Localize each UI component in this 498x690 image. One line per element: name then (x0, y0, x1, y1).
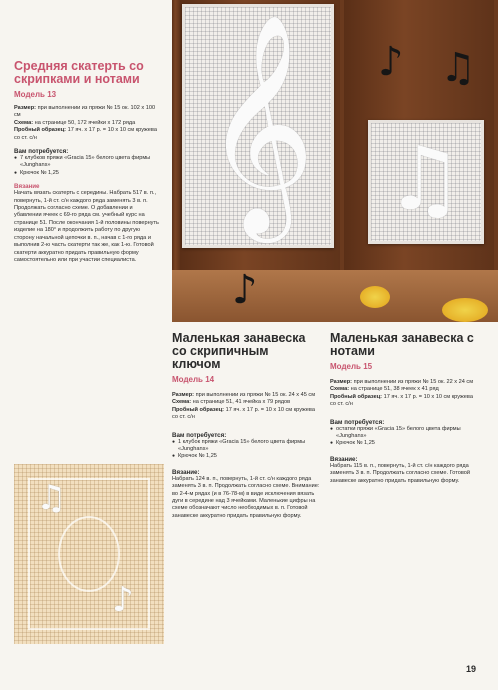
article-title-14: Маленькая занавеска со скрипичным ключом (172, 331, 306, 371)
scheme-label: Схема: (330, 386, 350, 393)
knitting-heading: Вязание: (172, 468, 200, 476)
model-label-15: Модель 15 (330, 362, 373, 371)
article-title-13: Средняя скатерть со скрипками и нотами (14, 59, 144, 86)
scheme-text: на странице 50, 172 ячейки х 172 ряда (34, 119, 136, 126)
size-text: при выполнении из пряжи № 15 ок. 102 х 100 см (14, 105, 156, 119)
size-text: при выполнении из пряжи № 15 ок. 24 х 45 см (195, 392, 316, 398)
size-line (14, 105, 160, 120)
music-notes-curtain (368, 120, 484, 244)
music-note-icon: ♪ (378, 39, 404, 85)
photo-curtains (172, 0, 498, 322)
music-note-icon: ♫ (385, 127, 464, 230)
sample-text: 17 яч. х 17 р. = 10 х 10 см кружева со ст. с/н (14, 127, 157, 141)
knitting-text: Набрать 115 в. п., повернуть, 1-й ст. с/н каждого ряда заменять 3 в. п. Продолжать согласно схеме. Готовой занавеске аккуратно придать правильную форму. (330, 462, 470, 484)
scheme-label: Схема: (172, 399, 192, 406)
left-article (14, 60, 160, 264)
materials-item: ● Крючок № 1,25 (330, 440, 480, 447)
music-note-icon: ♪ (232, 267, 258, 313)
knitting-heading: Вязание: (330, 455, 358, 463)
scheme-text: на странице 51, 38 ячеек х 41 ряд (350, 386, 439, 393)
music-note-icon: ♫ (440, 45, 476, 91)
sample-text: 17 яч. х 17 р. = 10 х 10 см кружева со ст. с/н (330, 393, 473, 408)
materials-heading: Вам потребуется: (330, 418, 385, 426)
sample-line (330, 394, 480, 409)
right-article (330, 332, 480, 485)
shutter-panel (172, 0, 180, 270)
materials-item: ● Крючок № 1,25 (172, 453, 320, 460)
size-line (330, 379, 480, 386)
sample-text: 17 яч. х 17 р. = 10 х 10 см кружева со ст. с/н (172, 406, 315, 421)
music-note-icon: ♫ (36, 478, 67, 518)
sample-label: Пробный образец: (172, 406, 225, 413)
article-title-15: Маленькая занавеска с нотами (330, 331, 474, 358)
materials-item: ● 1 клубок пряжи «Gracia 15» белого цвета фирмы «Junghans» (172, 439, 320, 454)
materials-item: ● остатки пряжи «Gracia 15» белого цвета фирмы «Junghans» (330, 426, 480, 441)
model-label-13: Модель 13 (14, 90, 57, 99)
scheme-label: Схема: (14, 119, 34, 126)
scheme-text: на странице 51, 41 ячейка х 79 рядов (192, 399, 291, 406)
flower-decoration (360, 286, 390, 308)
sample-line (14, 127, 160, 142)
materials-item: ● 7 клубков пряжи «Gracia 15» белого цвета фирмы «Junghans» (14, 155, 160, 170)
materials-item: ● Крючок № 1,25 (14, 170, 160, 177)
scheme-line (172, 399, 320, 406)
size-label: Размер: (330, 379, 353, 385)
scheme-line (330, 386, 480, 393)
sample-label: Пробный образец: (330, 393, 383, 400)
middle-article (172, 332, 320, 520)
knitting-text: Набрать 124 в. п., повернуть, 1-й ст. с/н каждого ряда заменять 3 в. п. Продолжать согласно схеме. Внимание: во 2-4-м рядах (и в 76-78-м) в виде исключения вязать дуги в середине над 3 ячейками. Маленькие цифры на схеме обозначают число необходимых в. п. Готовой занавеске аккуратно придать правильную форму. (172, 475, 320, 519)
music-note-icon: ♪ (112, 580, 134, 620)
treble-clef-curtain (182, 4, 334, 248)
materials-heading: Вам потребуется: (14, 148, 69, 156)
knitting-heading: Вязание (14, 183, 40, 191)
model-label-14: Модель 14 (172, 375, 215, 384)
sample-label: Пробный образец: (14, 127, 67, 134)
size-label: Размер: (14, 105, 37, 111)
lace-medallion (58, 516, 120, 592)
knitting-text: Начать вязать скатерть с середины. Набрать 517 в. п., повернуть, 1-й ст. с/н каждого ряда заменять 3 в. п. Продолжать согласно схеме. О добавлении и убавлении ячеек с 69-го ряда см. учебный курс на странице 51. После окончания 1-й половины повернуть изделие на 180° и продолжить работу по другую сторону начальной цепочки в. п., начав с 1-го ряда и выполнив 2-ю часть скатерти так же, как 1-ю. Готовой скатерти аккуратно придать правильную форму самостоятельно или при участии специалиста. (14, 190, 159, 263)
treble-clef-icon: 𝄞 (203, 12, 316, 233)
photo-tablecloth (14, 464, 164, 644)
page-number: 19 (466, 664, 477, 674)
size-label: Размер: (172, 392, 195, 398)
size-text: при выполнении из пряжи № 15 ок. 22 х 24 см (353, 379, 474, 385)
sample-line (172, 407, 320, 422)
flower-decoration (442, 298, 488, 322)
materials-heading: Вам потребуется: (172, 431, 227, 439)
